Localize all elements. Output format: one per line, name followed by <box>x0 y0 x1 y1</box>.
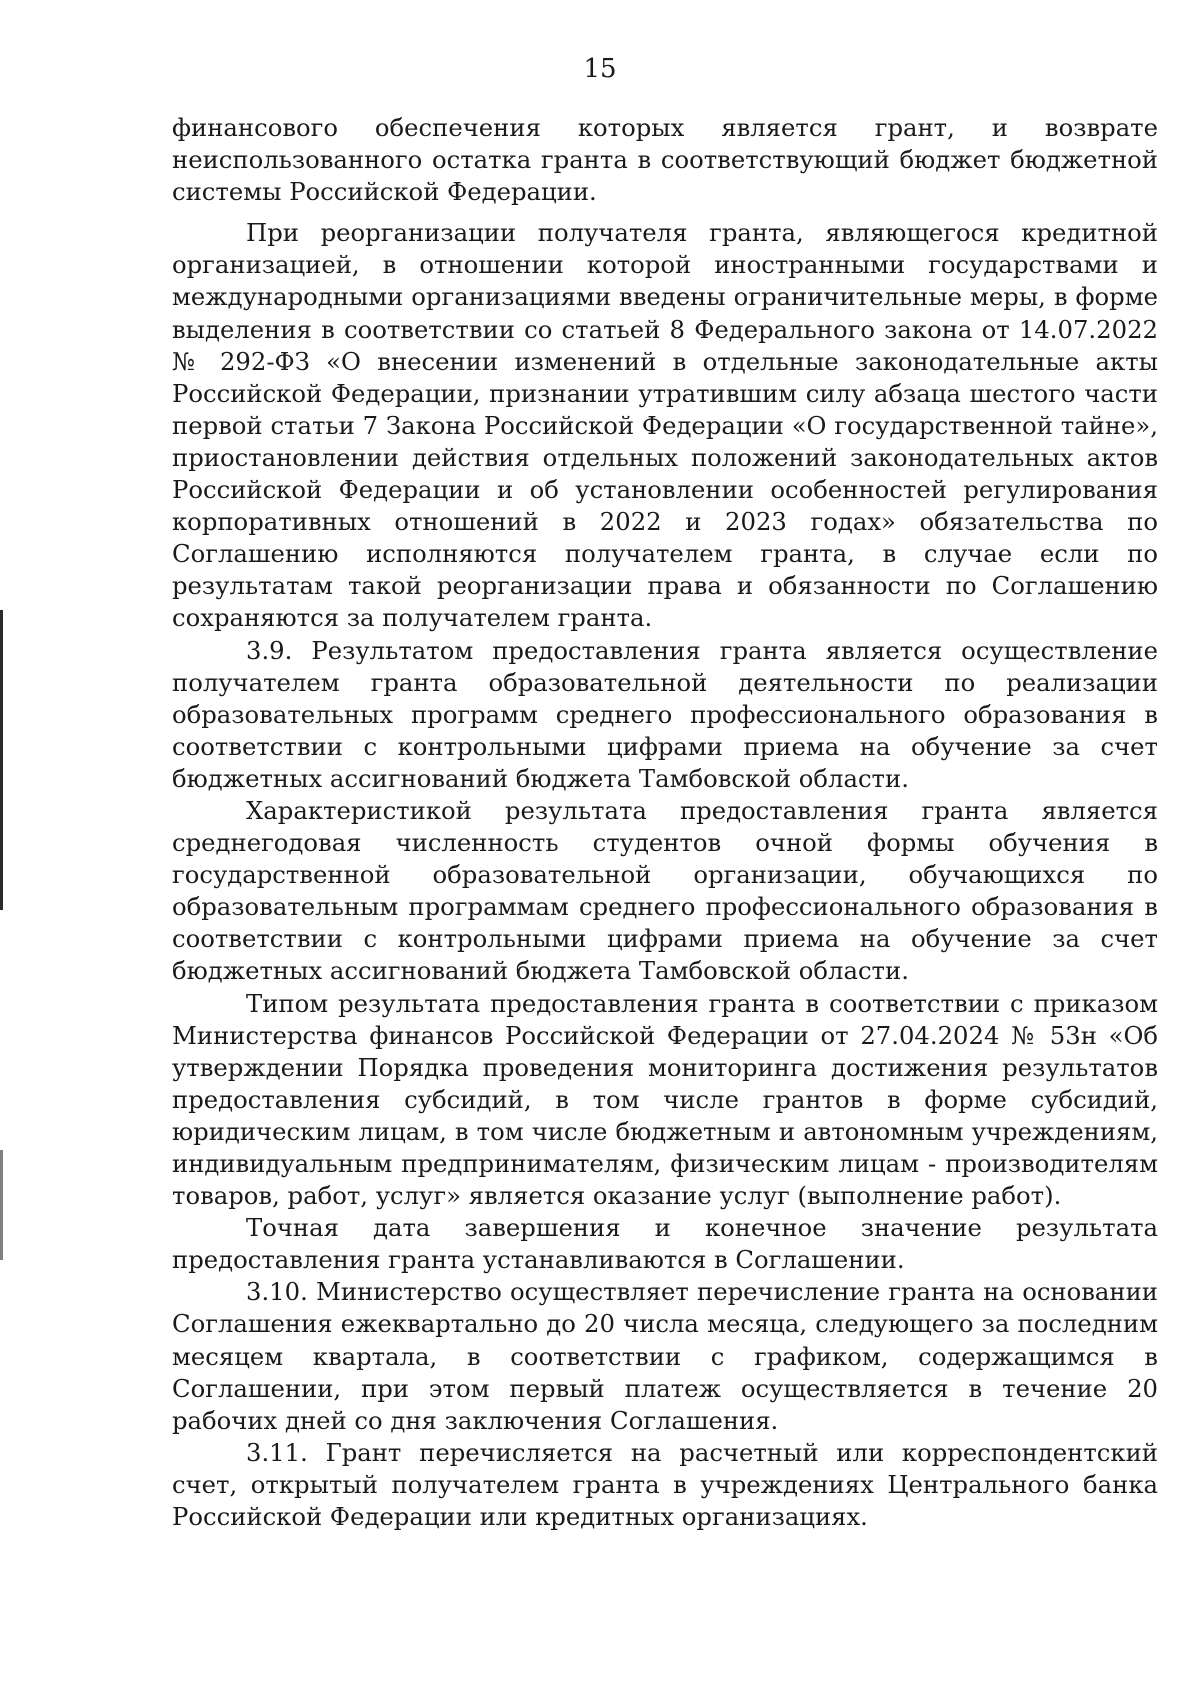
paragraph-result-type: Типом результата предоставления гранта в соответствии с приказом Министерства финансов Российской Федерации от 27.04.2024 № 53н «Об утверждении Порядка проведения мониторинга достижения результатов предоставления субсидий, в том числе грантов в форме субсидий, юридическим лицам, в том числе бюджетным и автономным учреждениям, индивидуальным предпринимателям, физическим лицам - производителям товаров, работ, услуг» является оказание услуг (выполнение работ). <box>172 988 1158 1211</box>
paragraph-3-11-account: 3.11. Грант перечисляется на расчетный или корреспондентский счет, открытый получателем гранта в учреждениях Центрального банка Российской Федерации или кредитных организациях. <box>172 1437 1158 1532</box>
paragraph-3-9-result: 3.9. Результатом предоставления гранта является осуществление получателем гранта образовательной деятельности по реализации образовательных программ среднего профессионального образования в соответствии с контрольными цифрами приема на обучение за счет бюджетных ассигнований бюджета Тамбовской области. <box>172 635 1158 793</box>
document-body <box>172 112 1158 1533</box>
paragraph-continuation: финансового обеспечения которых является грант, и возврате неиспользованного остатка гранта в соответствующий бюджет бюджетной системы Российской Федерации. <box>172 113 1158 207</box>
paragraph-reorganization: При реорганизации получателя гранта, являющегося кредитной организацией, в отношении которой иностранными государствами и международными организациями введены ограничительные меры, в форме выделения в соответствии со статьей 8 Федерального закона от 14.07.2022 № 292-ФЗ «О внесении изменений в отдельные законодательные акты Российской Федерации, признании утратившим силу абзаца шестого части первой статьи 7 Закона Российской Федерации «О государственной тайне», приостановлении действия отдельных положений законодательных актов Российской Федерации и об установлении особенностей регулирования корпоративных отношений в 2022 и 2023 годах» обязательства по Соглашению исполняются получателем гранта, в случае если по результатам такой реорганизации права и обязанности по Соглашению сохраняются за получателем гранта. <box>172 218 1158 633</box>
paragraph-3-10-transfer: 3.10. Министерство осуществляет перечисление гранта на основании Соглашения ежеквартально до 20 числа месяца, следующего за последним месяцем квартала, в соответствии с графиком, содержащимся в Соглашении, при этом первый платеж осуществляется в течение 20 рабочих дней со дня заключения Соглашения. <box>172 1277 1158 1435</box>
paragraph-completion-date: Точная дата завершения и конечное значение результата предоставления гранта устанавливаются в Соглашении. <box>172 1213 1158 1275</box>
page-number: 15 <box>583 54 617 84</box>
scan-edge-mark <box>0 610 3 910</box>
paragraph-result-characteristic: Характеристикой результата предоставления гранта является среднегодовая численность студентов очной формы обучения в государственной образовательной организации, обучающихся по образовательным программам среднего профессионального образования в соответствии с контрольными цифрами приема на обучение за счет бюджетных ассигнований бюджета Тамбовской области. <box>172 795 1158 986</box>
scan-edge-mark <box>0 1150 3 1260</box>
